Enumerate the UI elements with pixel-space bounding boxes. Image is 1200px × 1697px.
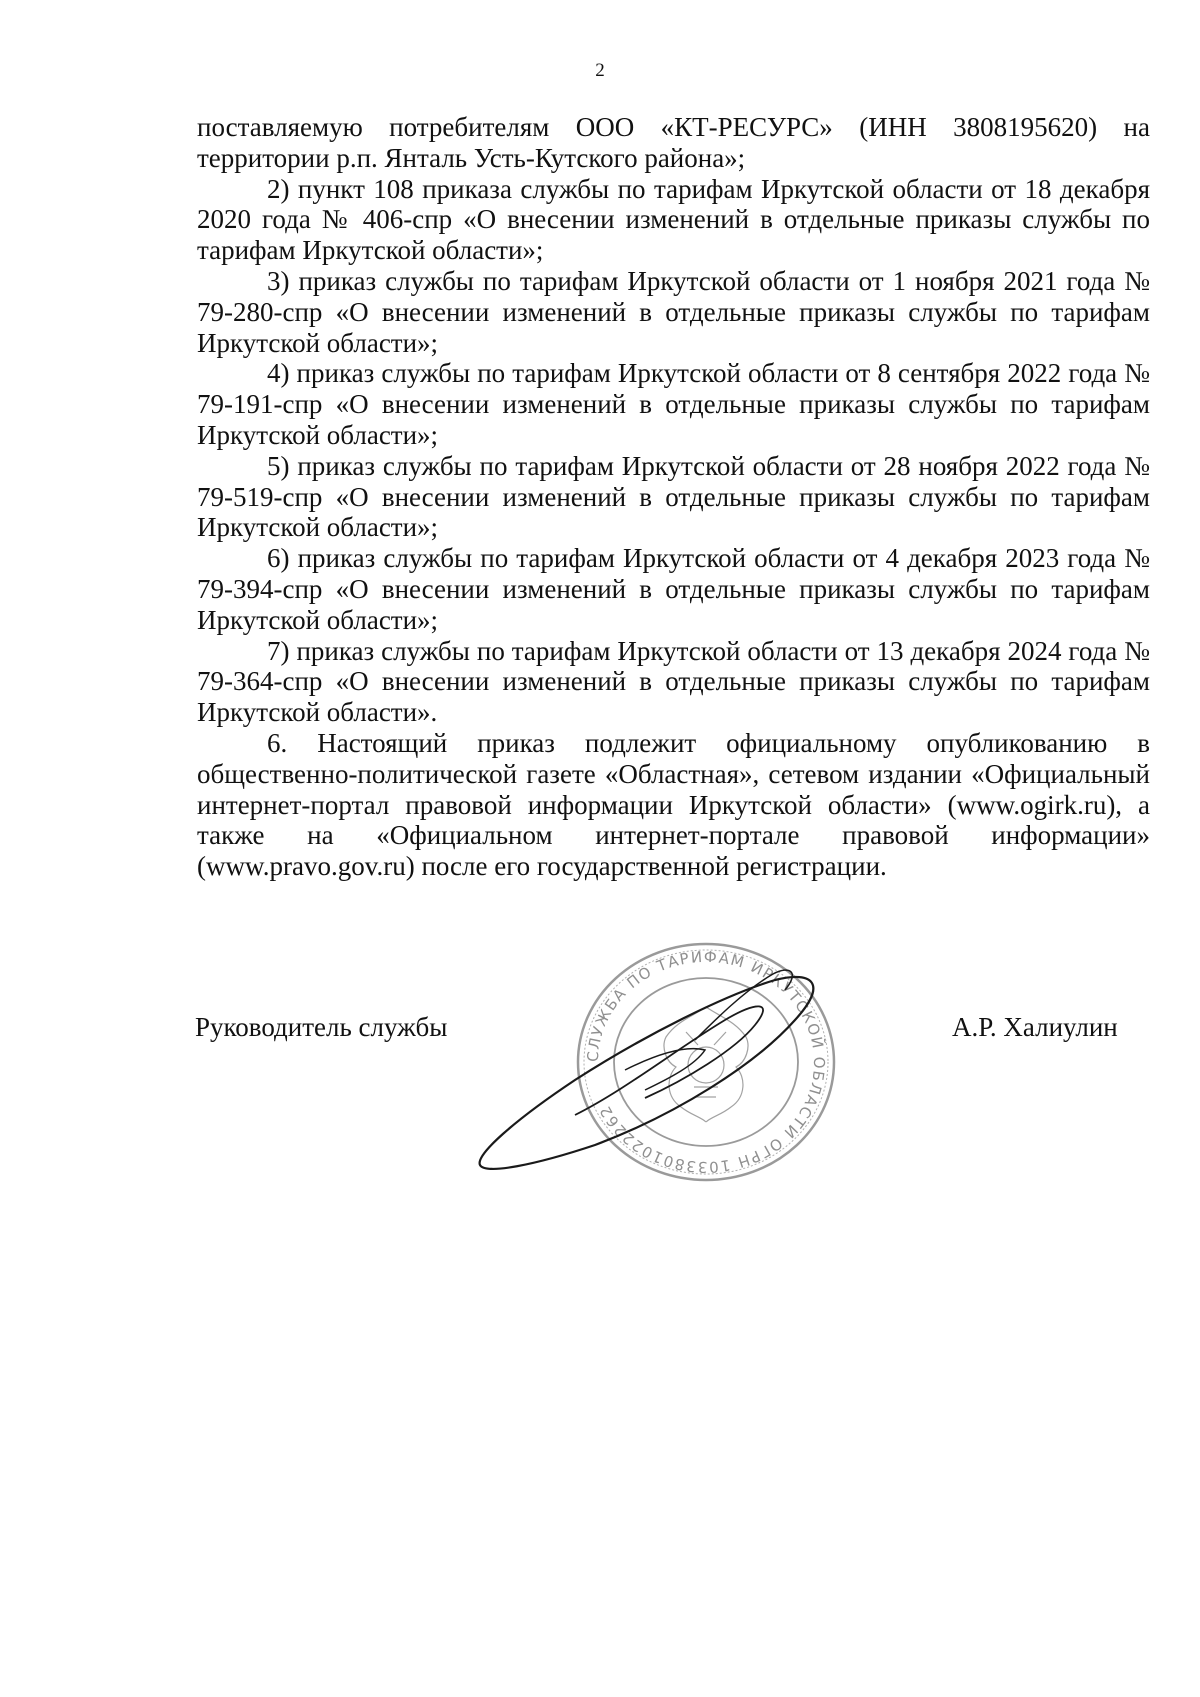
list-item-2: 2) пункт 108 приказа службы по тарифам Иркутской области от 18 декабря 2020 года № 406-спр «О внесении изменений в отдельные приказы службы по тарифам Иркутской области»;: [197, 173, 1150, 266]
list-item-7: 7) приказ службы по тарифам Иркутской области от 13 декабря 2024 года № 79-364-спр «О внесении изменений в отдельные приказы службы по тарифам Иркутской области».: [197, 635, 1150, 728]
list-item-4: 4) приказ службы по тарифам Иркутской области от 8 сентября 2022 года № 79-191-спр «О внесении изменений в отдельные приказы службы по тарифам Иркутской области»;: [197, 358, 1150, 450]
handwritten-signature: [455, 947, 855, 1180]
document-body: [197, 112, 1150, 882]
signer-name: А.Р. Халиулин: [952, 1012, 1118, 1042]
signer-title: Руководитель службы: [195, 1012, 448, 1042]
list-item-5: 5) приказ службы по тарифам Иркутской области от 28 ноября 2022 года № 79-519-спр «О внесении изменений в отдельные приказы службы по тарифам Иркутской области»;: [197, 450, 1150, 543]
publication-clause: 6. Настоящий приказ подлежит официальному опубликованию в общественно-политической газете «Областная», сетевом издании «Официальный интернет-портал правовой информации Иркутской области» (www.ogirk.ru), а также на «Официальном интернет-портале правовой информации» (www.pravo.gov.ru) после его государственной регистрации.: [197, 727, 1150, 882]
list-item-6: 6) приказ службы по тарифам Иркутской области от 4 декабря 2023 года № 79-394-спр «О внесении изменений в отдельные приказы службы по тарифам Иркутской области»;: [197, 543, 1150, 635]
paragraph-continuation: поставляемую потребителям ООО «КТ-РЕСУРС» (ИНН 3808195620) на территории р.п. Янталь Усть-Кутского района»;: [197, 112, 1150, 173]
page-number: 2: [595, 60, 605, 81]
list-item-3: 3) приказ службы по тарифам Иркутской области от 1 ноября 2021 года № 79-280-спр «О внесении изменений в отдельные приказы службы по тарифам Иркутской области»;: [197, 265, 1150, 358]
seal-ring-text: СЛУЖБА ПО ТАРИФАМ ИРКУТСКОЙ ОБЛАСТИ ОГРН 1033801022262: [583, 947, 829, 1177]
